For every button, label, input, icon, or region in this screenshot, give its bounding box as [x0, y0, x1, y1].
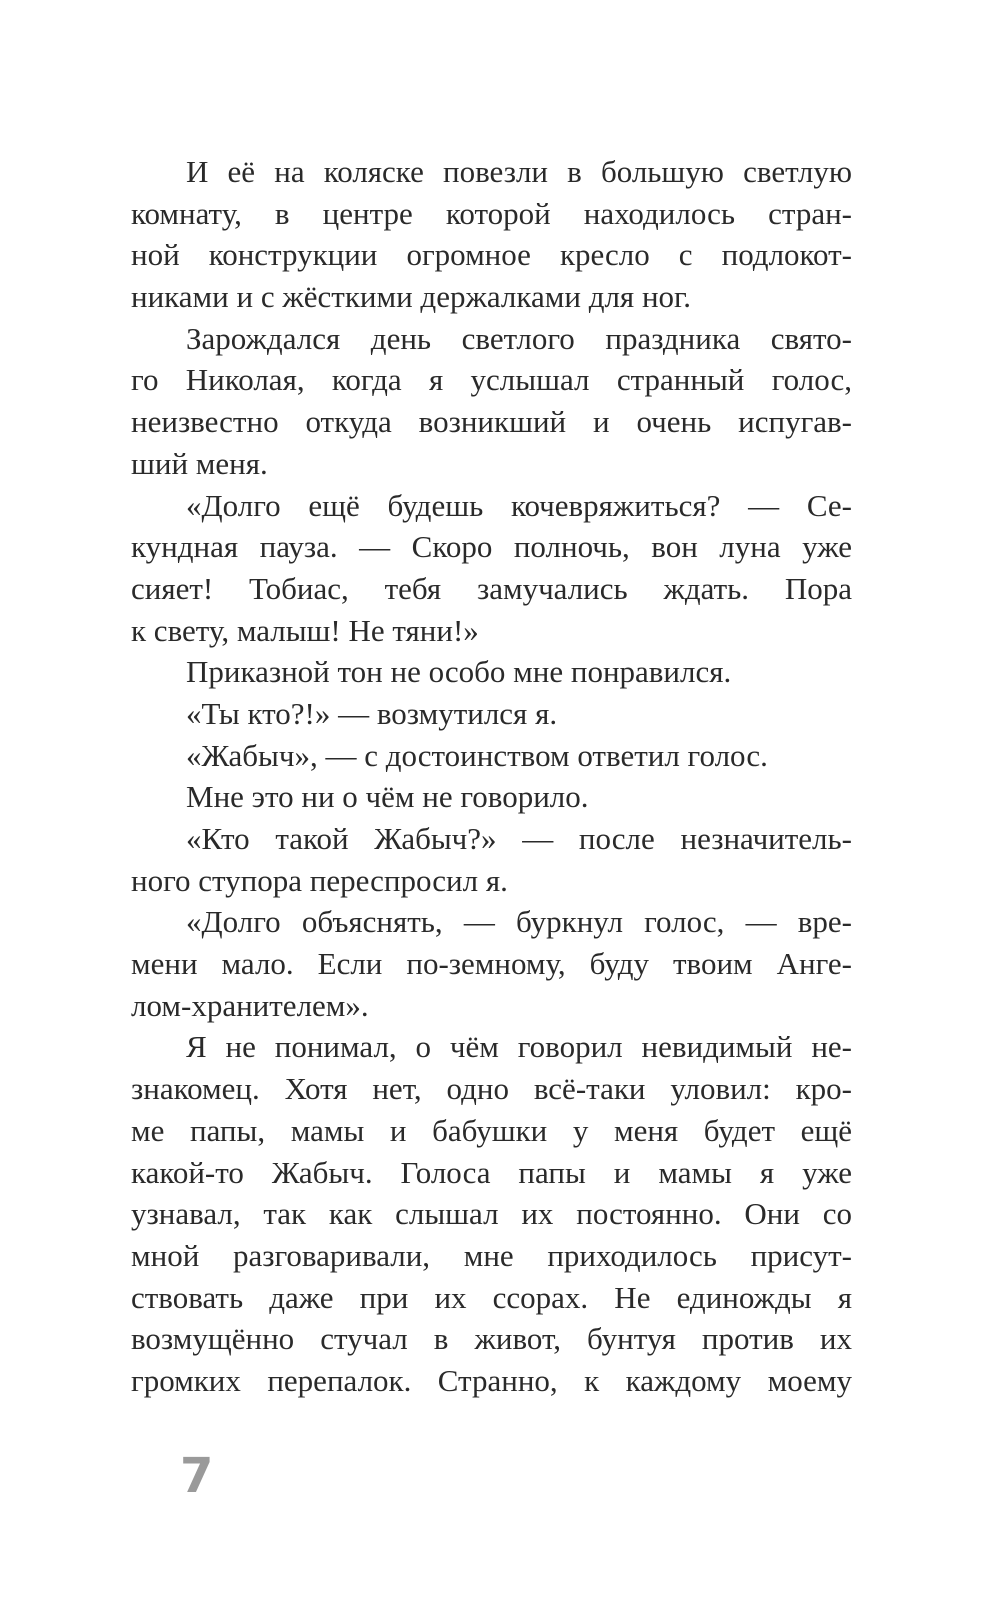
page-number: 7: [180, 1448, 214, 1504]
text-line: ствовать даже при их ссорах. Не единожды я: [131, 1279, 852, 1315]
text-line: к свету, малыш! Не тяни!»: [131, 612, 479, 648]
text-line: узнавал, так как слышал их постоянно. Они со: [131, 1196, 852, 1232]
text-line: «Долго ещё будешь кочевряжиться? — Се-: [186, 487, 852, 523]
text-line: сияет! Тобиас, тебя замучались ждать. Пора: [131, 570, 852, 606]
text-line: «Ты кто?!» — возмутился я.: [186, 695, 558, 731]
text-line: знакомец. Хотя нет, одно всё-таки уловил: кро-: [131, 1071, 852, 1107]
text-line: неизвестно откуда возникший и очень испугав-: [131, 404, 852, 440]
text-line: го Николая, когда я услышал странный голос,: [131, 362, 852, 398]
text-line: Приказной тон не особо мне понравился.: [186, 654, 732, 690]
text-line: мной разговаривали, мне приходилось присут-: [131, 1237, 852, 1273]
text-line: ший меня.: [131, 445, 268, 481]
body-text: [131, 151, 852, 1402]
text-line: ме папы, мамы и бабушки у меня будет ещё: [131, 1112, 852, 1148]
text-line: лом-хранителем».: [131, 987, 369, 1023]
text-line: «Кто такой Жабыч?» — после незначитель-: [186, 821, 852, 856]
text-line: «Жабыч», — с достоинством ответил голос.: [186, 737, 768, 773]
text-line: Зарождался день светлого праздника свято-: [186, 320, 852, 356]
text-line: какой-то Жабыч. Голоса папы и мамы я уже: [131, 1154, 852, 1190]
text-line: Я не понимал, о чём говорил невидимый не-: [186, 1029, 852, 1065]
text-line: мени мало. Если по-земному, буду твоим Анге-: [131, 946, 852, 982]
text-line: громких перепалок. Странно, к каждому моему: [131, 1362, 852, 1398]
text-line: И её на коляске повезли в большую светлую: [186, 154, 852, 189]
text-line: никами и с жёсткими держалками для ног.: [131, 279, 691, 315]
text-line: кундная пауза. — Скоро полночь, вон луна уже: [131, 529, 852, 565]
text-line: возмущённо стучал в живот, бунтуя против их: [131, 1321, 852, 1357]
text-line: Мне это ни о чём не говорило.: [186, 779, 589, 815]
text-line: «Долго объяснять, — буркнул голос, — вре-: [186, 904, 852, 940]
text-line: ного ступора переспросил я.: [131, 862, 508, 898]
text-line: ной конструкции огромное кресло с подлокот-: [131, 237, 852, 273]
text-line: комнату, в центре которой находилось стран-: [131, 195, 852, 231]
